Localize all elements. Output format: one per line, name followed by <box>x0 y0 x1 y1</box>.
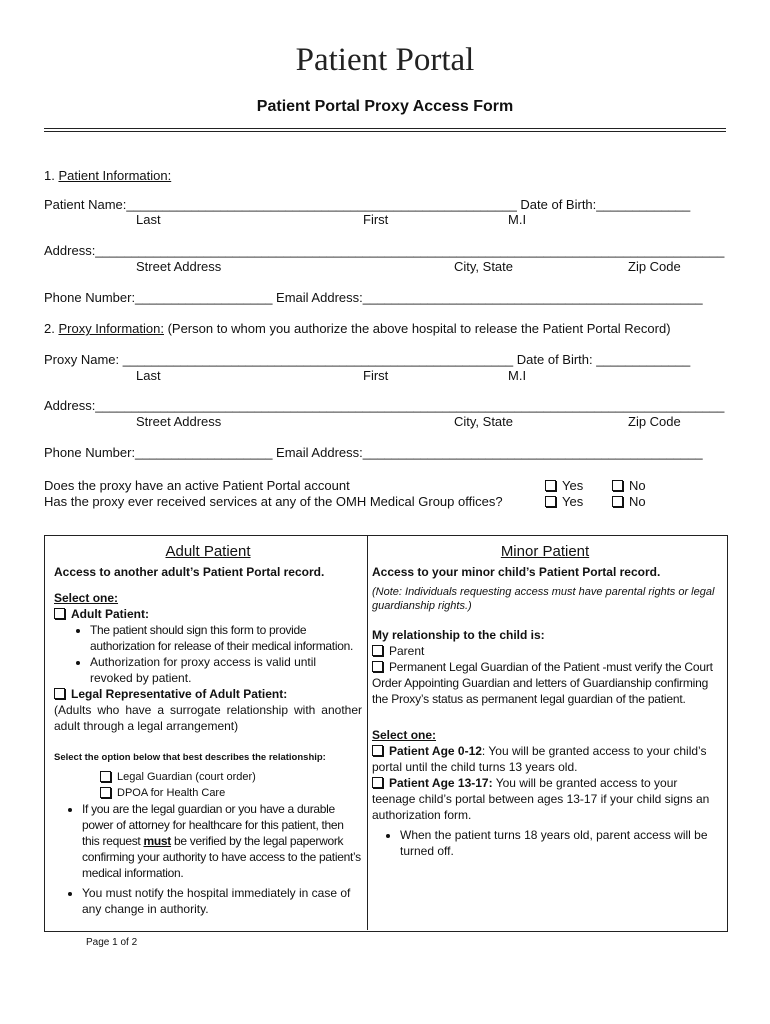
option-legal-representative[interactable]: Legal Representative of Adult Patient: <box>54 686 362 702</box>
section2-heading <box>44 321 671 336</box>
patient-name-field[interactable]: Patient Name:______________________________________________________ Date of Birth:_____________ <box>44 197 691 212</box>
form-title: Patient Portal Proxy Access Form <box>256 98 514 115</box>
checkbox-icon[interactable] <box>545 496 556 507</box>
active-account-no[interactable]: No <box>612 478 646 493</box>
section2-heading-text: Proxy Information: <box>58 321 164 336</box>
question-active-account: Does the proxy have an active Patient Portal account <box>44 478 350 493</box>
checkbox-icon[interactable] <box>54 608 65 619</box>
patient-name-last-label: Last <box>136 212 161 227</box>
minor-access-note: (Note: Individuals requesting access must have parental rights or legal guardianship rights.) <box>372 586 715 612</box>
relationship-prompt: Select the option below that best describes the relationship: <box>54 752 326 763</box>
section1-heading <box>44 168 171 183</box>
active-account-yes[interactable]: Yes <box>545 478 583 493</box>
section1-number: 1. <box>44 168 55 183</box>
proxy-contact-field[interactable]: Phone Number:___________________ Email Address:_______________________________________________ <box>44 445 703 460</box>
checkbox-icon[interactable] <box>372 645 383 656</box>
minor-bullets <box>372 827 718 859</box>
adult-access-desc: Access to another adult’s Patient Portal record. <box>54 565 325 579</box>
option-legal-guardian[interactable]: Legal Guardian (court order) <box>54 769 362 785</box>
option-dpoa[interactable]: DPOA for Health Care <box>54 785 362 801</box>
adult-select-one: Select one: <box>54 591 119 605</box>
section1-heading-text: Patient Information: <box>58 168 172 183</box>
section2-heading-note: (Person to whom you authorize the above hospital to release the Patient Portal Record) <box>163 321 671 336</box>
checkbox-icon[interactable] <box>612 480 623 491</box>
proxy-name-field[interactable]: Proxy Name: ______________________________________________________ Date of Birth: _____________ <box>44 352 691 367</box>
minor-select-one: Select one: <box>372 728 437 742</box>
minor-patient-header: Minor Patient <box>500 543 590 560</box>
minor-patient-column <box>372 544 718 859</box>
checkbox-icon[interactable] <box>545 480 556 491</box>
proxy-name-first-label: First <box>363 368 389 383</box>
patient-zip-label: Zip Code <box>628 259 681 274</box>
patient-name-first-label: First <box>363 212 389 227</box>
adult-patient-bullets <box>54 622 362 686</box>
bullet-notify-hospital: • You must notify the hospital immediately in case of any change in authority. <box>82 885 362 917</box>
minor-relationship-heading: My relationship to the child is: <box>372 628 545 642</box>
page-number: Page 1 of 2 <box>86 937 138 948</box>
checkbox-icon[interactable] <box>612 496 623 507</box>
bullet-sign-form: • The patient should sign this form to provide authorization for release of their medical information. <box>90 622 362 654</box>
proxy-city-label: City, State <box>454 414 514 429</box>
prior-services-yes[interactable]: Yes <box>545 494 583 509</box>
checkbox-icon[interactable] <box>54 688 65 699</box>
checkbox-icon[interactable] <box>372 777 383 788</box>
patient-city-label: City, State <box>454 259 514 274</box>
option-age-13-17[interactable]: Patient Age 13-17: You will be granted access to your teenage child’s portal between ages 13-17 if your child signs an authorization form. <box>372 776 710 822</box>
checkbox-icon[interactable] <box>372 745 383 756</box>
legal-representative-note: (Adults who have a surrogate relationship with another adult through a legal arrangement) <box>54 703 362 733</box>
bullet-age-18: • When the patient turns 18 years old, parent access will be turned off. <box>400 827 718 859</box>
proxy-name-mi-label: M.I <box>508 368 527 383</box>
notify-bullets <box>54 885 362 917</box>
prior-services-no[interactable]: No <box>612 494 646 509</box>
patient-contact-field[interactable]: Phone Number:___________________ Email Address:_______________________________________________ <box>44 290 703 305</box>
proxy-address-field[interactable]: Address:_______________________________________________________________________________________ <box>44 398 725 413</box>
option-age-0-12[interactable]: Patient Age 0-12: You will be granted access to your child’s portal until the child turns 13 years old. <box>372 744 707 774</box>
table-column-divider <box>367 535 368 930</box>
guardian-bullets <box>54 801 362 881</box>
patient-street-label: Street Address <box>136 259 222 274</box>
bullet-valid-until-revoked: • Authorization for proxy access is valid until revoked by patient. <box>90 654 362 686</box>
bullet-guardian-verification: • If you are the legal guardian or you have a durable power of attorney for healthcare for this patient, then this request must be verified by the legal paperwork confirming your authority to have access to the patient’s medical information. <box>82 801 362 881</box>
header-divider <box>44 128 726 129</box>
patient-name-mi-label: M.I <box>508 212 527 227</box>
adult-patient-header: Adult Patient <box>165 543 251 560</box>
minor-access-desc: Access to your minor child’s Patient Portal record. <box>372 565 661 579</box>
option-permanent-guardian[interactable]: Permanent Legal Guardian of the Patient -must verify the Court Order Appointing Guardian and letters of Guardianship confirming the Proxy’s status as permanent legal guardian of the patient. <box>372 660 713 706</box>
checkbox-icon[interactable] <box>100 787 111 798</box>
option-parent[interactable]: Parent <box>372 643 718 659</box>
section2-number: 2. <box>44 321 55 336</box>
question-prior-services: Has the proxy ever received services at any of the OMH Medical Group offices? <box>44 494 503 509</box>
proxy-zip-label: Zip Code <box>628 414 681 429</box>
checkbox-icon[interactable] <box>100 771 111 782</box>
checkbox-icon[interactable] <box>372 661 383 672</box>
header-divider-secondary <box>44 131 726 132</box>
page-title: Patient Portal <box>295 42 475 78</box>
option-adult-patient[interactable]: Adult Patient: <box>54 606 362 622</box>
adult-patient-column <box>54 544 362 917</box>
proxy-name-last-label: Last <box>136 368 161 383</box>
proxy-street-label: Street Address <box>136 414 222 429</box>
patient-address-field[interactable]: Address:_______________________________________________________________________________________ <box>44 243 725 258</box>
